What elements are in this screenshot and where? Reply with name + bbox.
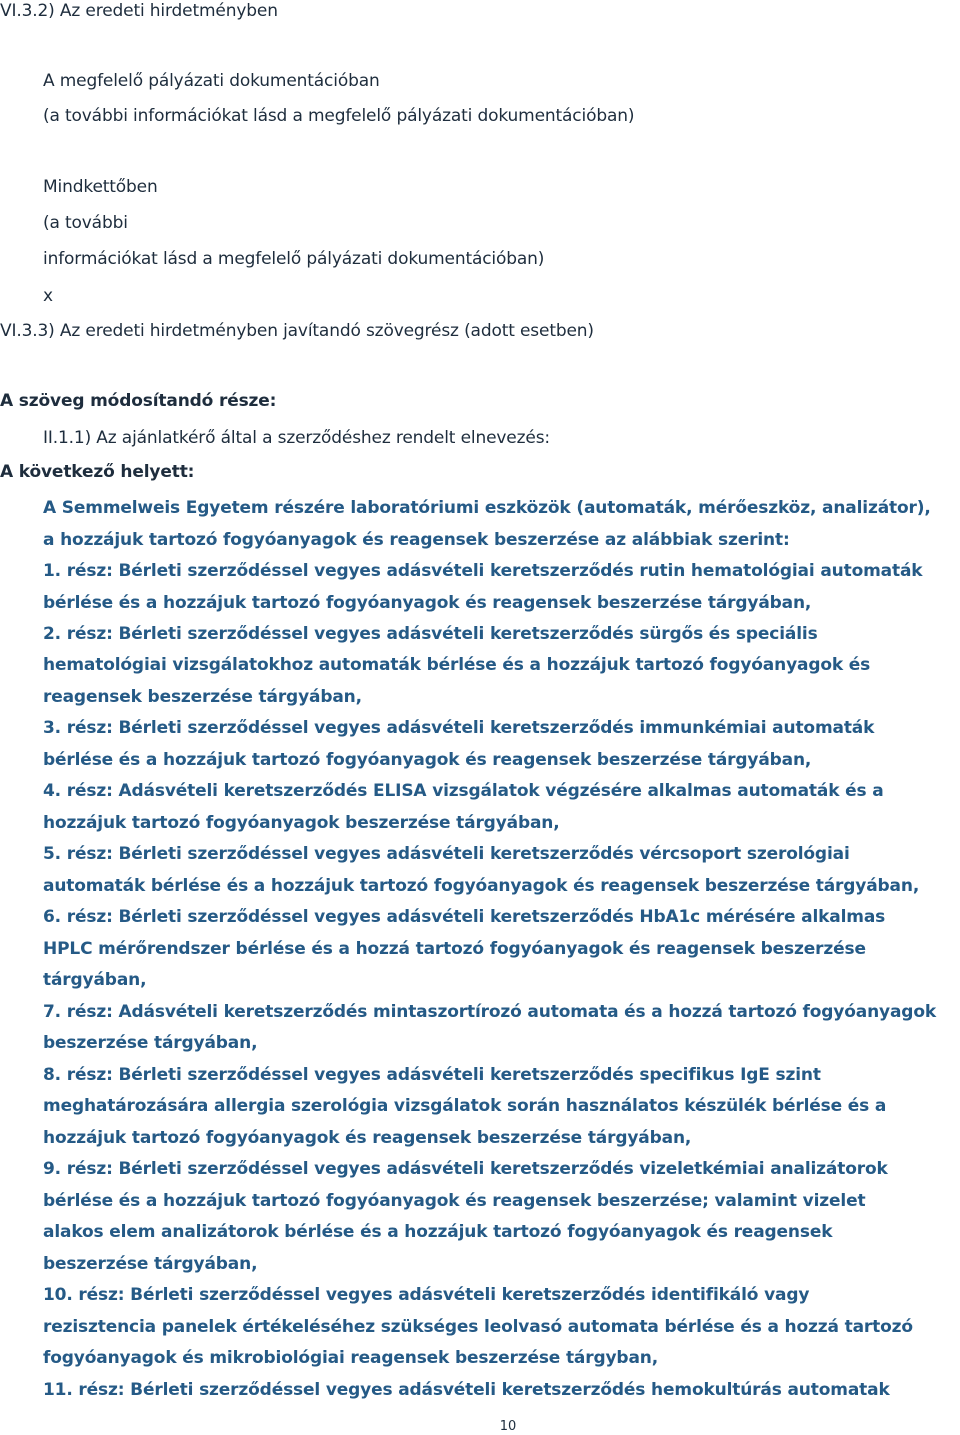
- modify-label: A szöveg módosítandó része:: [0, 391, 277, 411]
- body-line: beszerzése tárgyában,: [43, 1033, 258, 1053]
- body-line: 6. rész: Bérleti szerződéssel vegyes adásvételi keretszerződés HbA1c mérésére alkalmas: [43, 907, 886, 927]
- body-line: 3. rész: Bérleti szerződéssel vegyes adásvételi keretszerződés immunkémiai automaták: [43, 718, 875, 738]
- page-number: 10: [499, 1419, 517, 1434]
- body-line: hozzájuk tartozó fogyóanyagok és reagensek beszerzése tárgyában,: [43, 1128, 692, 1148]
- option-both-line-2: (a további: [43, 213, 128, 233]
- body-line: 7. rész: Adásvételi keretszerződés mintaszortírozó automata és a hozzá tartozó fogyóanyagok: [43, 1002, 937, 1022]
- body-line: rezisztencia panelek értékeléséhez szükséges leolvasó automata bérlése és a hozzá tartozó: [43, 1317, 913, 1337]
- body-line: reagensek beszerzése tárgyában,: [43, 687, 362, 707]
- body-line: 8. rész: Bérleti szerződéssel vegyes adásvételi keretszerződés specifikus IgE szint: [43, 1065, 821, 1085]
- option-both-line-3: információkat lásd a megfelelő pályázati dokumentációban): [43, 249, 545, 269]
- body-line: 11. rész: Bérleti szerződéssel vegyes adásvételi keretszerződés hemokultúrás automatak: [43, 1380, 890, 1400]
- body-line: A Semmelweis Egyetem részére laboratóriumi eszközök (automaták, mérőeszköz, analizátor),: [43, 498, 931, 518]
- body-line: bérlése és a hozzájuk tartozó fogyóanyagok és reagensek beszerzése tárgyában,: [43, 750, 812, 770]
- body-line: hematológiai vizsgálatokhoz automaták bérlése és a hozzájuk tartozó fogyóanyagok és: [43, 655, 871, 675]
- body-line: HPLC mérőrendszer bérlése és a hozzá tartozó fogyóanyagok és reagensek beszerzése: [43, 939, 866, 959]
- instead-label: A következő helyett:: [0, 462, 195, 482]
- option-documentation-line-1: A megfelelő pályázati dokumentációban: [43, 71, 380, 91]
- body-line: tárgyában,: [43, 970, 147, 990]
- body-line: 1. rész: Bérleti szerződéssel vegyes adásvételi keretszerződés rutin hematológiai automaták: [43, 561, 923, 581]
- body-line: alakos elem analizátorok bérlése és a hozzájuk tartozó fogyóanyagok és reagensek: [43, 1222, 833, 1242]
- body-line: fogyóanyagok és mikrobiológiai reagensek beszerzése tárgyban,: [43, 1348, 659, 1368]
- body-line: meghatározására allergia szerológia vizsgálatok során használatos készülék bérlése és a: [43, 1096, 887, 1116]
- body-line: automaták bérlése és a hozzájuk tartozó fogyóanyagok és reagensek beszerzése tárgyában,: [43, 876, 920, 896]
- section-header-vi-3-2: VI.3.2) Az eredeti hirdetményben: [0, 1, 278, 21]
- field-reference: II.1.1) Az ajánlatkérő által a szerződéshez rendelt elnevezés:: [43, 428, 550, 448]
- body-line: hozzájuk tartozó fogyóanyagok beszerzése tárgyában,: [43, 813, 560, 833]
- body-line: 9. rész: Bérleti szerződéssel vegyes adásvételi keretszerződés vizeletkémiai analizátorok: [43, 1159, 888, 1179]
- body-line: bérlése és a hozzájuk tartozó fogyóanyagok és reagensek beszerzése tárgyában,: [43, 593, 812, 613]
- body-line: 10. rész: Bérleti szerződéssel vegyes adásvételi keretszerződés identifikáló vagy: [43, 1285, 810, 1305]
- option-documentation-line-2: (a további információkat lásd a megfelelő pályázati dokumentációban): [43, 106, 635, 126]
- body-line: bérlése és a hozzájuk tartozó fogyóanyagok és reagensek beszerzése; valamint vizelet: [43, 1191, 866, 1211]
- checkbox-mark: x: [43, 286, 53, 306]
- body-line: 2. rész: Bérleti szerződéssel vegyes adásvételi keretszerződés sürgős és speciális: [43, 624, 818, 644]
- option-both-line-1: Mindkettőben: [43, 177, 158, 197]
- body-line: 4. rész: Adásvételi keretszerződés ELISA vizsgálatok végzésére alkalmas automaták és a: [43, 781, 884, 801]
- body-line: a hozzájuk tartozó fogyóanyagok és reagensek beszerzése az alábbiak szerint:: [43, 530, 790, 550]
- body-line: beszerzése tárgyában,: [43, 1254, 258, 1274]
- body-line: 5. rész: Bérleti szerződéssel vegyes adásvételi keretszerződés vércsoport szerológiai: [43, 844, 850, 864]
- section-header-vi-3-3: VI.3.3) Az eredeti hirdetményben javítandó szövegrész (adott esetben): [0, 321, 594, 341]
